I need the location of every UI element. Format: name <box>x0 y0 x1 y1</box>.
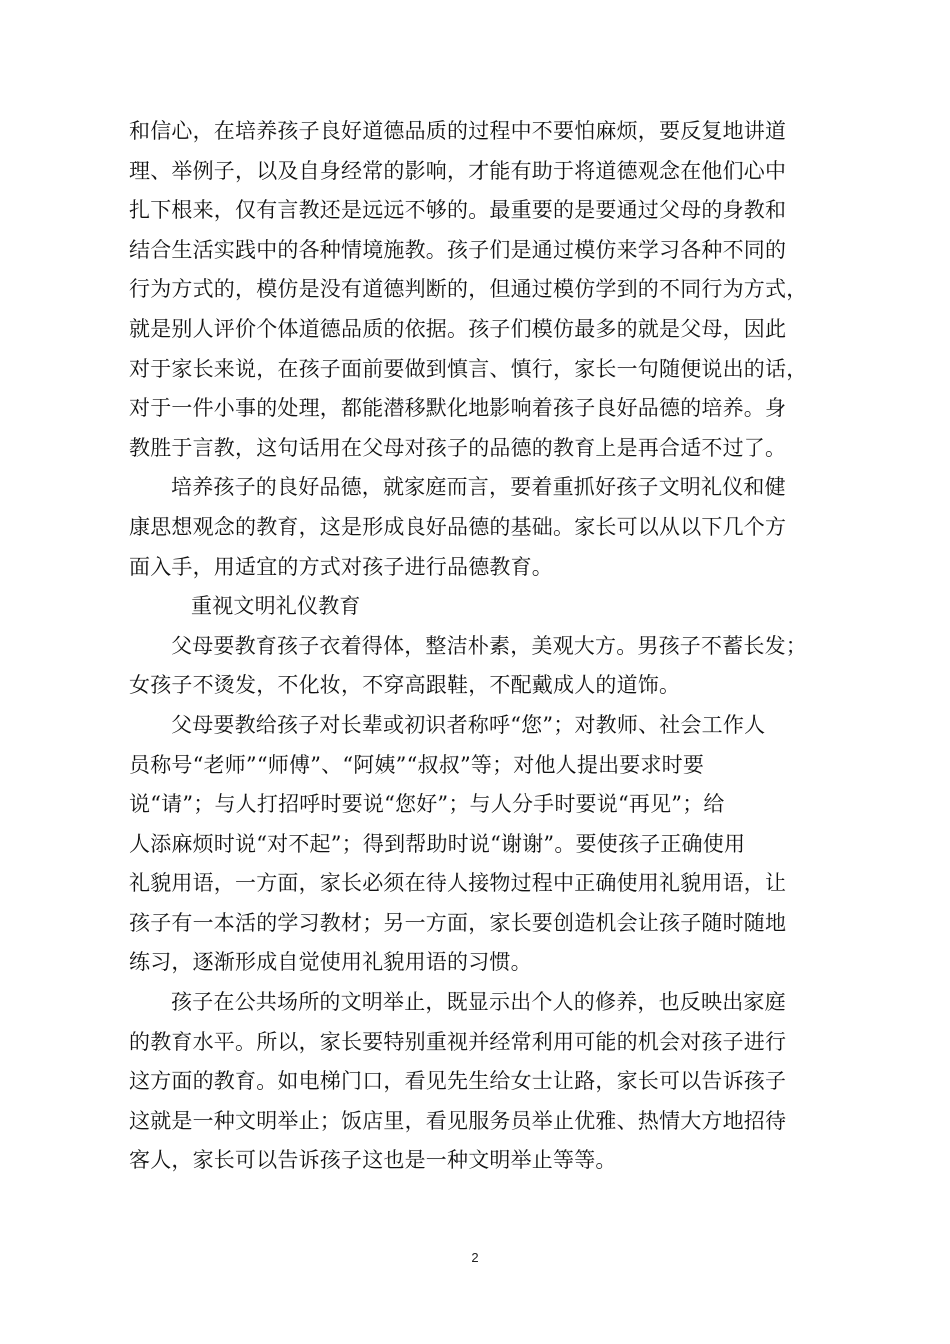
text-line: 父母要教育孩子衣着得体，整洁朴素，美观大方。男孩子不蓄长发； <box>171 633 807 658</box>
text-line: 培养孩子的良好品德，就家庭而言，要着重抓好孩子文明礼仪和健 <box>171 475 786 500</box>
text-line: 人添麻烦时说“对不起”；得到帮助时说“谢谢”。要使孩子正确使用 <box>129 831 746 856</box>
paragraph <box>129 983 841 1181</box>
text-line: 行为方式的，模仿是没有道德判断的，但通过模仿学到的不同行为方式， <box>129 277 808 302</box>
paragraph <box>129 112 841 468</box>
text-line: 理、举例子，以及自身经常的影响，才能有助于将道德观念在他们心中 <box>129 158 787 183</box>
text-line: 的教育水平。所以，家长要特别重视并经常利用可能的机会对孩子进行 <box>129 1029 787 1054</box>
page-number: 2 <box>471 1250 479 1265</box>
text-line: 孩子在公共场所的文明举止，既显示出个人的修养，也反映出家庭 <box>171 990 786 1015</box>
text-line: 员称号“老师”“师傅”、“阿姨”“叔叔”等；对他人提出要求时要 <box>129 752 705 777</box>
text-line: 对于一件小事的处理，都能潜移默化地影响着孩子良好品德的培养。身 <box>129 396 787 421</box>
paragraph <box>129 706 841 983</box>
text-line: 练习，逐渐形成自觉使用礼貌用语的习惯。 <box>129 950 532 975</box>
paragraph <box>129 468 841 587</box>
text-line: 就是别人评价个体道德品质的依据。孩子们模仿最多的就是父母，因此 <box>129 316 787 341</box>
text-line: 教胜于言教，这句话用在父母对孩子的品德的教育上是再合适不过了。 <box>129 435 787 460</box>
text-line: 说“请”；与人打招呼时要说“您好”；与人分手时要说“再见”；给 <box>129 792 725 817</box>
document-body <box>129 112 841 1181</box>
text-line: 礼貌用语，一方面，家长必须在待人接物过程中正确使用礼貌用语，让 <box>129 871 787 896</box>
text-line: 扎下根来，仅有言教还是远远不够的。最重要的是要通过父母的身教和 <box>129 198 787 223</box>
text-line: 和信心，在培养孩子良好道德品质的过程中不要怕麻烦，要反复地讲道 <box>129 119 787 143</box>
text-line: 康思想观念的教育，这是形成良好品德的基础。家长可以从以下几个方 <box>129 514 787 539</box>
text-line: 结合生活实践中的各种情境施教。孩子们是通过模仿来学习各种不同的 <box>129 237 787 262</box>
text-line: 面入手，用适宜的方式对孩子进行品德教育。 <box>129 554 553 579</box>
text-line: 孩子有一本活的学习教材；另一方面，家长要创造机会让孩子随时随地 <box>129 910 787 935</box>
heading-text: 重视文明礼仪教育 <box>191 594 361 619</box>
text-line: 父母要教给孩子对长辈或初识者称呼“您”；对教师、社会工作人 <box>171 712 766 737</box>
text-line: 客人，家长可以告诉孩子这也是一种文明举止等等。 <box>129 1148 617 1173</box>
section-heading <box>129 587 841 627</box>
text-line: 对于家长来说，在孩子面前要做到慎言、慎行，家长一句随便说出的话， <box>129 356 808 381</box>
text-line: 女孩子不烫发，不化妆，不穿高跟鞋，不配戴成人的道饰。 <box>129 673 681 698</box>
text-line: 这就是一种文明举止；饭店里，看见服务员举止优雅、热情大方地招待 <box>129 1108 787 1133</box>
paragraph <box>129 627 841 706</box>
text-line: 这方面的教育。如电梯门口，看见先生给女士让路，家长可以告诉孩子 <box>129 1069 787 1094</box>
